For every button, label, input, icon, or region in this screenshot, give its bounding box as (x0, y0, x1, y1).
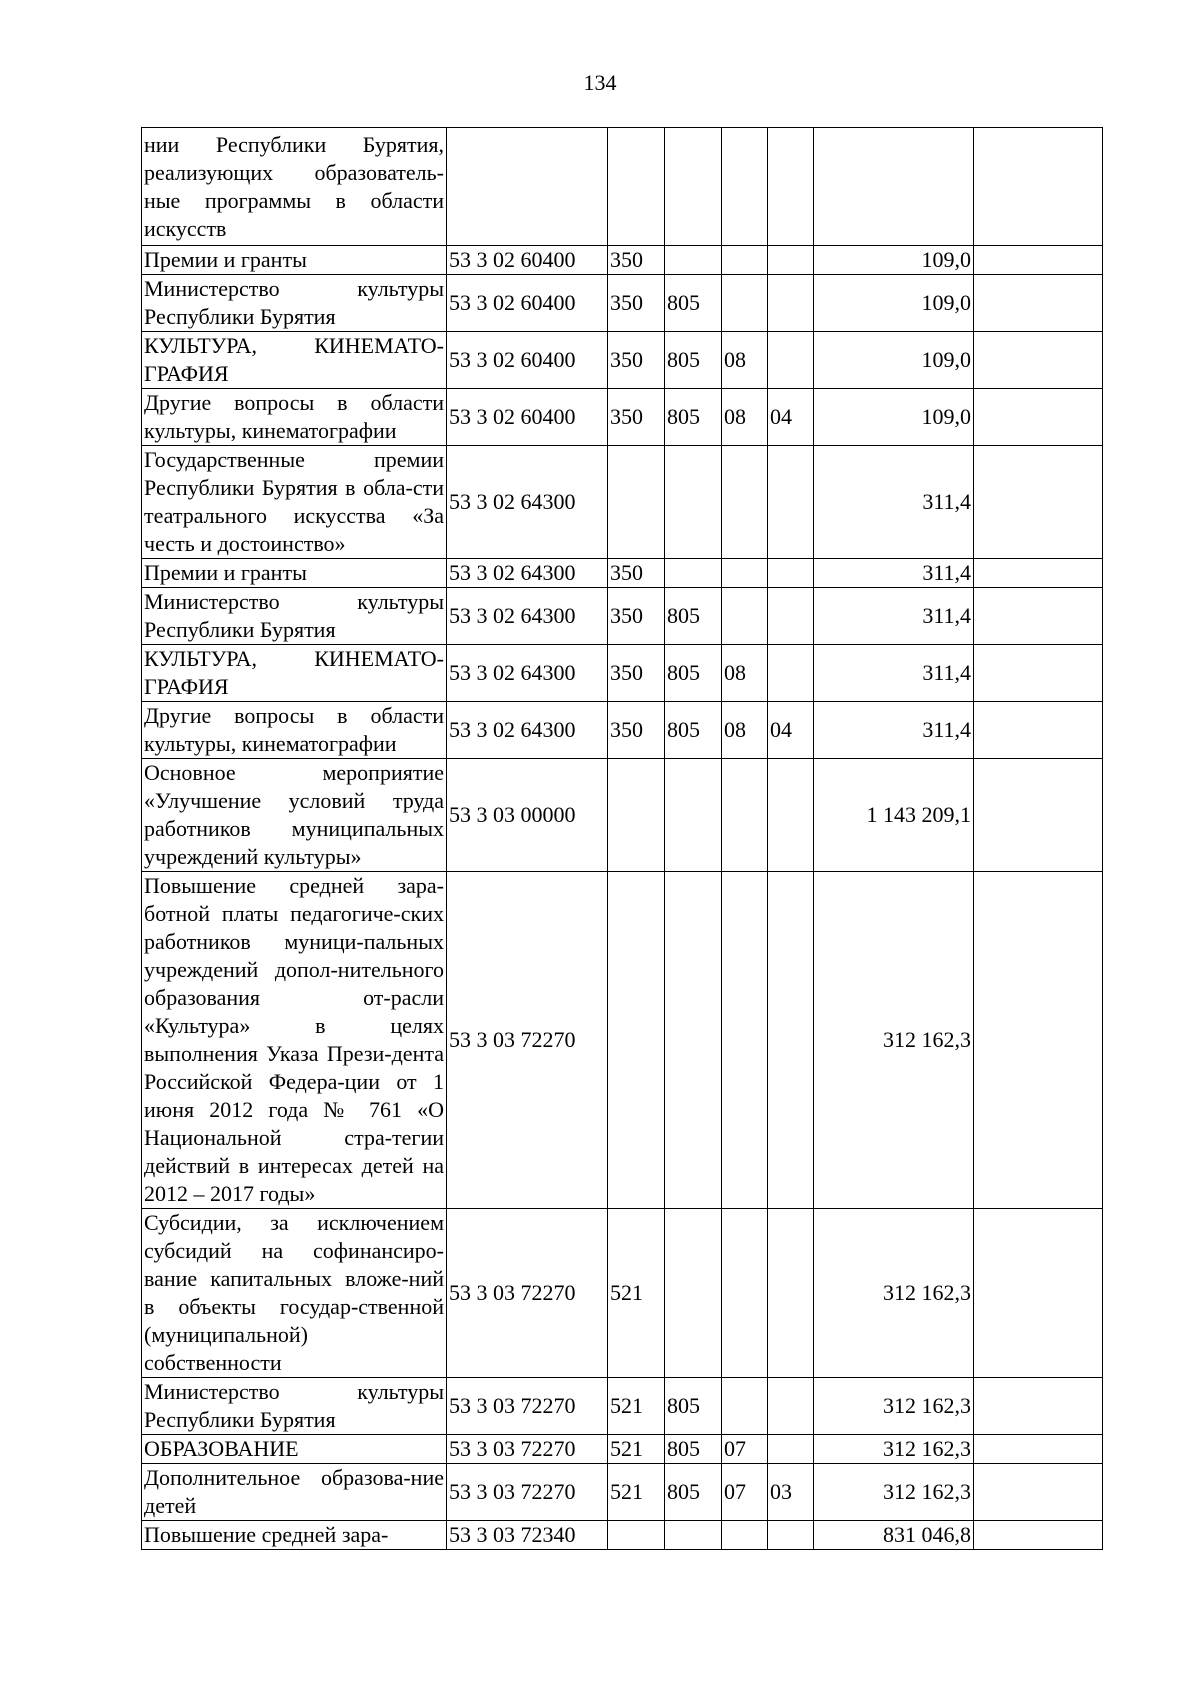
target-article-cell: 53 3 02 64300 (447, 446, 608, 559)
empty-cell (974, 389, 1103, 446)
table-row (142, 446, 1103, 559)
target-article-cell: 53 3 03 72340 (447, 1521, 608, 1550)
section-cell (722, 1209, 768, 1378)
empty-cell (974, 1464, 1103, 1521)
ministry-code-cell (665, 1521, 722, 1550)
ministry-code-cell (665, 246, 722, 275)
target-article-cell: 53 3 02 64300 (447, 559, 608, 588)
table-row (142, 1464, 1103, 1521)
amount-cell: 311,4 (814, 588, 974, 645)
budget-table (141, 127, 1103, 1550)
expense-type-cell: 350 (608, 702, 665, 759)
subsection-cell (768, 1378, 814, 1435)
expense-type-cell: 521 (608, 1378, 665, 1435)
amount-cell: 312 162,3 (814, 1435, 974, 1464)
section-cell: 08 (722, 702, 768, 759)
ministry-code-cell: 805 (665, 1435, 722, 1464)
subsection-cell (768, 1521, 814, 1550)
expense-type-cell: 350 (608, 588, 665, 645)
target-article-cell: 53 3 03 00000 (447, 759, 608, 872)
ministry-code-cell: 805 (665, 702, 722, 759)
expense-type-cell: 521 (608, 1209, 665, 1378)
empty-cell (974, 645, 1103, 702)
section-cell (722, 559, 768, 588)
expense-type-cell: 521 (608, 1435, 665, 1464)
table-row (142, 1435, 1103, 1464)
table-row (142, 1521, 1103, 1550)
row-name-cell: Министерство культуры Республики Бурятия (142, 588, 447, 645)
subsection-cell (768, 588, 814, 645)
section-cell: 08 (722, 332, 768, 389)
table-row (142, 759, 1103, 872)
ministry-code-cell: 805 (665, 588, 722, 645)
amount-cell: 311,4 (814, 702, 974, 759)
empty-cell (974, 128, 1103, 246)
section-cell: 08 (722, 389, 768, 446)
section-cell (722, 588, 768, 645)
amount-cell: 109,0 (814, 332, 974, 389)
target-article-cell (447, 128, 608, 246)
empty-cell (974, 1521, 1103, 1550)
expense-type-cell: 350 (608, 246, 665, 275)
expense-type-cell (608, 128, 665, 246)
row-name-cell: Повышение средней зара- (142, 1521, 447, 1550)
subsection-cell (768, 872, 814, 1209)
empty-cell (974, 332, 1103, 389)
row-name-cell: Дополнительное образова-ние детей (142, 1464, 447, 1521)
table-row (142, 872, 1103, 1209)
amount-cell: 312 162,3 (814, 1464, 974, 1521)
target-article-cell: 53 3 02 60400 (447, 389, 608, 446)
row-name-cell: Премии и гранты (142, 559, 447, 588)
subsection-cell (768, 559, 814, 588)
target-article-cell: 53 3 03 72270 (447, 872, 608, 1209)
expense-type-cell: 521 (608, 1464, 665, 1521)
row-name-cell: Другие вопросы в области культуры, кинематографии (142, 389, 447, 446)
amount-cell: 831 046,8 (814, 1521, 974, 1550)
subsection-cell (768, 275, 814, 332)
ministry-code-cell (665, 872, 722, 1209)
ministry-code-cell: 805 (665, 1378, 722, 1435)
section-cell: 07 (722, 1435, 768, 1464)
expense-type-cell (608, 446, 665, 559)
row-name-cell: Другие вопросы в области культуры, кинематографии (142, 702, 447, 759)
table-row (142, 332, 1103, 389)
row-name-cell: Премии и гранты (142, 246, 447, 275)
amount-cell (814, 128, 974, 246)
page-number: 134 (583, 70, 617, 95)
amount-cell: 312 162,3 (814, 1378, 974, 1435)
section-cell (722, 446, 768, 559)
section-cell (722, 759, 768, 872)
empty-cell (974, 1435, 1103, 1464)
target-article-cell: 53 3 03 72270 (447, 1435, 608, 1464)
subsection-cell: 04 (768, 389, 814, 446)
target-article-cell: 53 3 02 64300 (447, 588, 608, 645)
section-cell: 08 (722, 645, 768, 702)
row-name-cell: КУЛЬТУРА, КИНЕМАТО-ГРАФИЯ (142, 332, 447, 389)
table-row (142, 588, 1103, 645)
expense-type-cell (608, 759, 665, 872)
target-article-cell: 53 3 02 64300 (447, 702, 608, 759)
section-cell (722, 128, 768, 246)
empty-cell (974, 702, 1103, 759)
amount-cell: 1 143 209,1 (814, 759, 974, 872)
section-cell (722, 1521, 768, 1550)
empty-cell (974, 759, 1103, 872)
target-article-cell: 53 3 03 72270 (447, 1209, 608, 1378)
target-article-cell: 53 3 02 60400 (447, 275, 608, 332)
empty-cell (974, 246, 1103, 275)
table-row (142, 275, 1103, 332)
table-row (142, 702, 1103, 759)
section-cell: 07 (722, 1464, 768, 1521)
table-body (142, 128, 1103, 1550)
empty-cell (974, 872, 1103, 1209)
ministry-code-cell (665, 759, 722, 872)
empty-cell (974, 446, 1103, 559)
row-name-cell: КУЛЬТУРА, КИНЕМАТО-ГРАФИЯ (142, 645, 447, 702)
subsection-cell (768, 332, 814, 389)
ministry-code-cell (665, 446, 722, 559)
amount-cell: 109,0 (814, 246, 974, 275)
table-row (142, 559, 1103, 588)
expense-type-cell: 350 (608, 275, 665, 332)
amount-cell: 312 162,3 (814, 1209, 974, 1378)
ministry-code-cell: 805 (665, 275, 722, 332)
subsection-cell (768, 1209, 814, 1378)
subsection-cell (768, 1435, 814, 1464)
row-name-cell: ОБРАЗОВАНИЕ (142, 1435, 447, 1464)
empty-cell (974, 275, 1103, 332)
ministry-code-cell (665, 1209, 722, 1378)
amount-cell: 109,0 (814, 389, 974, 446)
expense-type-cell: 350 (608, 332, 665, 389)
empty-cell (974, 559, 1103, 588)
subsection-cell (768, 759, 814, 872)
empty-cell (974, 1378, 1103, 1435)
subsection-cell: 04 (768, 702, 814, 759)
section-cell (722, 246, 768, 275)
target-article-cell: 53 3 02 64300 (447, 645, 608, 702)
table-row (142, 246, 1103, 275)
target-article-cell: 53 3 02 60400 (447, 246, 608, 275)
amount-cell: 311,4 (814, 645, 974, 702)
table-row (142, 1209, 1103, 1378)
row-name-cell: нии Республики Бурятия, реализующих образователь-ные программы в области искусств (142, 128, 447, 246)
amount-cell: 109,0 (814, 275, 974, 332)
subsection-cell (768, 645, 814, 702)
subsection-cell: 03 (768, 1464, 814, 1521)
section-cell (722, 1378, 768, 1435)
row-name-cell: Повышение средней зара-ботной платы педагогиче-ских работников муници-пальных учреждений допол-нительного образования от-расли «Культура» в целях выполнения Указа Прези-дента Российской Федера-ции от 1 июня 2012 года № 761 «О Национальной стра-тегии действий в интересах детей на 2012 – 2017 годы» (142, 872, 447, 1209)
ministry-code-cell: 805 (665, 389, 722, 446)
row-name-cell: Государственные премии Республики Бурятия в обла-сти театрального искусства «За честь и достоинство» (142, 446, 447, 559)
expense-type-cell: 350 (608, 559, 665, 588)
subsection-cell (768, 128, 814, 246)
expense-type-cell (608, 872, 665, 1209)
subsection-cell (768, 446, 814, 559)
target-article-cell: 53 3 02 60400 (447, 332, 608, 389)
empty-cell (974, 588, 1103, 645)
row-name-cell: Министерство культуры Республики Бурятия (142, 1378, 447, 1435)
amount-cell: 311,4 (814, 559, 974, 588)
table-row (142, 128, 1103, 246)
ministry-code-cell: 805 (665, 1464, 722, 1521)
amount-cell: 311,4 (814, 446, 974, 559)
section-cell (722, 275, 768, 332)
section-cell (722, 872, 768, 1209)
ministry-code-cell: 805 (665, 645, 722, 702)
target-article-cell: 53 3 03 72270 (447, 1378, 608, 1435)
expense-type-cell: 350 (608, 389, 665, 446)
target-article-cell: 53 3 03 72270 (447, 1464, 608, 1521)
row-name-cell: Министерство культуры Республики Бурятия (142, 275, 447, 332)
ministry-code-cell (665, 559, 722, 588)
subsection-cell (768, 246, 814, 275)
row-name-cell: Субсидии, за исключением субсидий на софинансиро-вание капитальных вложе-ний в объекты государ-ственной (муниципальной) собственности (142, 1209, 447, 1378)
expense-type-cell: 350 (608, 645, 665, 702)
amount-cell: 312 162,3 (814, 872, 974, 1209)
table-row (142, 389, 1103, 446)
table-row (142, 1378, 1103, 1435)
row-name-cell: Основное мероприятие «Улучшение условий труда работников муниципальных учреждений культуры» (142, 759, 447, 872)
table-row (142, 645, 1103, 702)
ministry-code-cell (665, 128, 722, 246)
expense-type-cell (608, 1521, 665, 1550)
empty-cell (974, 1209, 1103, 1378)
ministry-code-cell: 805 (665, 332, 722, 389)
